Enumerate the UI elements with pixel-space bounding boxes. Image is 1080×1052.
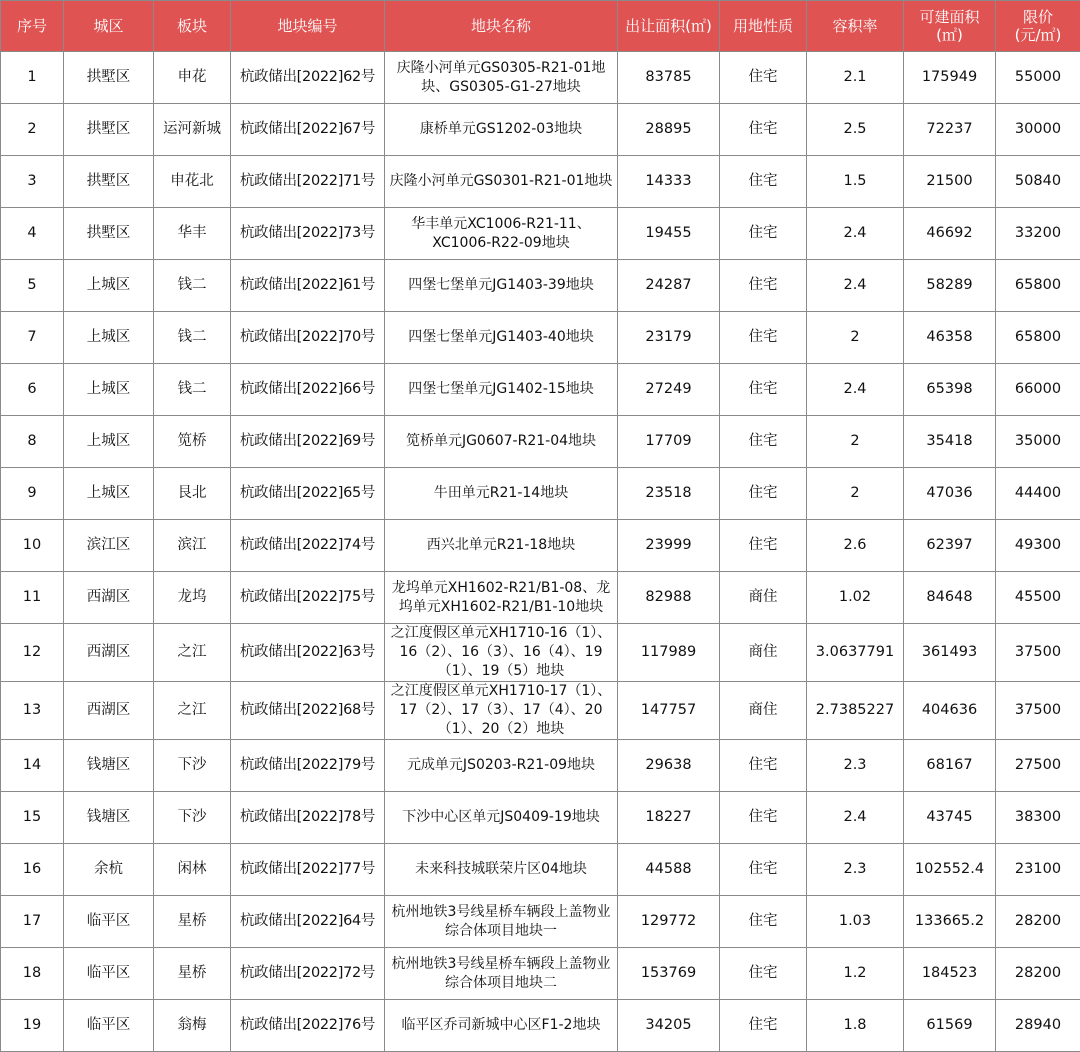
table-row — [1, 948, 1080, 1000]
cell-parcel-name: 四堡七堡单元JG1403-39地块 — [385, 260, 618, 312]
cell-transfer-area: 34205 — [618, 1000, 720, 1052]
cell-index: 4 — [1, 208, 64, 260]
cell-parcel-name: 龙坞单元XH1602-R21/B1-08、龙坞单元XH1602-R21/B1-10地块 — [385, 572, 618, 624]
cell-parcel-code: 杭政储出[2022]65号 — [231, 468, 385, 520]
cell-land-use: 住宅 — [720, 364, 807, 416]
cell-sector: 星桥 — [154, 948, 231, 1000]
cell-price-cap: 38300 — [996, 792, 1080, 844]
cell-land-use: 住宅 — [720, 520, 807, 572]
cell-index: 5 — [1, 260, 64, 312]
cell-district: 拱墅区 — [64, 52, 154, 104]
cell-index: 3 — [1, 156, 64, 208]
cell-transfer-area: 23999 — [618, 520, 720, 572]
table-row — [1, 740, 1080, 792]
cell-sector: 滨江 — [154, 520, 231, 572]
cell-parcel-code: 杭政储出[2022]72号 — [231, 948, 385, 1000]
cell-land-use: 住宅 — [720, 260, 807, 312]
cell-sector: 龙坞 — [154, 572, 231, 624]
table-row — [1, 792, 1080, 844]
header-sector: 板块 — [154, 1, 231, 52]
cell-district: 上城区 — [64, 312, 154, 364]
cell-district: 西湖区 — [64, 572, 154, 624]
cell-plot-ratio: 2.4 — [807, 364, 904, 416]
cell-price-cap: 65800 — [996, 312, 1080, 364]
cell-parcel-name: 杭州地铁3号线星桥车辆段上盖物业综合体项目地块二 — [385, 948, 618, 1000]
cell-buildable-area: 65398 — [904, 364, 996, 416]
cell-sector: 钱二 — [154, 312, 231, 364]
cell-transfer-area: 19455 — [618, 208, 720, 260]
cell-sector: 下沙 — [154, 740, 231, 792]
cell-transfer-area: 14333 — [618, 156, 720, 208]
cell-parcel-code: 杭政储出[2022]67号 — [231, 104, 385, 156]
cell-parcel-name: 下沙中心区单元JS0409-19地块 — [385, 792, 618, 844]
cell-parcel-code: 杭政储出[2022]64号 — [231, 896, 385, 948]
cell-price-cap: 28200 — [996, 896, 1080, 948]
cell-parcel-name: 牛田单元R21-14地块 — [385, 468, 618, 520]
cell-buildable-area: 72237 — [904, 104, 996, 156]
cell-transfer-area: 147757 — [618, 682, 720, 740]
cell-district: 西湖区 — [64, 624, 154, 682]
cell-price-cap: 66000 — [996, 364, 1080, 416]
cell-parcel-code: 杭政储出[2022]62号 — [231, 52, 385, 104]
cell-transfer-area: 29638 — [618, 740, 720, 792]
cell-parcel-code: 杭政储出[2022]70号 — [231, 312, 385, 364]
cell-district: 临平区 — [64, 1000, 154, 1052]
cell-plot-ratio: 1.03 — [807, 896, 904, 948]
cell-land-use: 住宅 — [720, 948, 807, 1000]
cell-district: 滨江区 — [64, 520, 154, 572]
table-row — [1, 844, 1080, 896]
cell-sector: 闲林 — [154, 844, 231, 896]
cell-price-cap: 33200 — [996, 208, 1080, 260]
cell-sector: 之江 — [154, 682, 231, 740]
cell-plot-ratio: 2.3 — [807, 844, 904, 896]
cell-buildable-area: 47036 — [904, 468, 996, 520]
cell-price-cap: 45500 — [996, 572, 1080, 624]
cell-sector: 钱二 — [154, 260, 231, 312]
cell-price-cap: 30000 — [996, 104, 1080, 156]
table-row — [1, 520, 1080, 572]
cell-index: 19 — [1, 1000, 64, 1052]
cell-district: 西湖区 — [64, 682, 154, 740]
cell-parcel-name: 四堡七堡单元JG1403-40地块 — [385, 312, 618, 364]
cell-index: 2 — [1, 104, 64, 156]
cell-price-cap: 50840 — [996, 156, 1080, 208]
cell-plot-ratio: 1.5 — [807, 156, 904, 208]
cell-district: 钱塘区 — [64, 792, 154, 844]
cell-parcel-code: 杭政储出[2022]78号 — [231, 792, 385, 844]
cell-transfer-area: 117989 — [618, 624, 720, 682]
cell-parcel-code: 杭政储出[2022]74号 — [231, 520, 385, 572]
cell-price-cap: 55000 — [996, 52, 1080, 104]
cell-transfer-area: 23518 — [618, 468, 720, 520]
cell-sector: 下沙 — [154, 792, 231, 844]
cell-land-use: 住宅 — [720, 52, 807, 104]
table-row — [1, 468, 1080, 520]
table-row — [1, 572, 1080, 624]
cell-parcel-name: 庆隆小河单元GS0301-R21-01地块 — [385, 156, 618, 208]
table-row — [1, 52, 1080, 104]
cell-price-cap: 35000 — [996, 416, 1080, 468]
cell-index: 18 — [1, 948, 64, 1000]
cell-price-cap: 37500 — [996, 624, 1080, 682]
cell-plot-ratio: 2 — [807, 416, 904, 468]
cell-plot-ratio: 2.6 — [807, 520, 904, 572]
cell-sector: 笕桥 — [154, 416, 231, 468]
cell-buildable-area: 102552.4 — [904, 844, 996, 896]
cell-district: 上城区 — [64, 416, 154, 468]
cell-parcel-code: 杭政储出[2022]66号 — [231, 364, 385, 416]
cell-parcel-name: 之江度假区单元XH1710-17（1）、17（2）、17（3）、17（4）、20（1）、20（2）地块 — [385, 682, 618, 740]
cell-plot-ratio: 3.0637791 — [807, 624, 904, 682]
header-plot-ratio: 容积率 — [807, 1, 904, 52]
cell-index: 16 — [1, 844, 64, 896]
cell-buildable-area: 46358 — [904, 312, 996, 364]
cell-parcel-code: 杭政储出[2022]61号 — [231, 260, 385, 312]
cell-price-cap: 37500 — [996, 682, 1080, 740]
cell-sector: 星桥 — [154, 896, 231, 948]
cell-plot-ratio: 2.4 — [807, 792, 904, 844]
table-row — [1, 208, 1080, 260]
cell-transfer-area: 24287 — [618, 260, 720, 312]
cell-parcel-name: 杭州地铁3号线星桥车辆段上盖物业综合体项目地块一 — [385, 896, 618, 948]
cell-plot-ratio: 2.3 — [807, 740, 904, 792]
cell-price-cap: 44400 — [996, 468, 1080, 520]
cell-parcel-name: 华丰单元XC1006-R21-11、XC1006-R22-09地块 — [385, 208, 618, 260]
cell-land-use: 住宅 — [720, 416, 807, 468]
cell-land-use: 住宅 — [720, 740, 807, 792]
cell-land-use: 住宅 — [720, 104, 807, 156]
table-row — [1, 1000, 1080, 1052]
cell-buildable-area: 58289 — [904, 260, 996, 312]
cell-sector: 运河新城 — [154, 104, 231, 156]
cell-district: 拱墅区 — [64, 156, 154, 208]
header-land-use: 用地性质 — [720, 1, 807, 52]
cell-index: 14 — [1, 740, 64, 792]
cell-district: 钱塘区 — [64, 740, 154, 792]
cell-parcel-code: 杭政储出[2022]79号 — [231, 740, 385, 792]
cell-price-cap: 27500 — [996, 740, 1080, 792]
header-district: 城区 — [64, 1, 154, 52]
cell-plot-ratio: 2 — [807, 468, 904, 520]
header-buildable-area: 可建面积 (㎡) — [904, 1, 996, 52]
table-row — [1, 364, 1080, 416]
cell-buildable-area: 62397 — [904, 520, 996, 572]
cell-plot-ratio: 1.8 — [807, 1000, 904, 1052]
table-row — [1, 104, 1080, 156]
cell-transfer-area: 153769 — [618, 948, 720, 1000]
cell-plot-ratio: 2.4 — [807, 260, 904, 312]
cell-buildable-area: 43745 — [904, 792, 996, 844]
table-row — [1, 896, 1080, 948]
header-row — [1, 1, 1080, 52]
cell-land-use: 住宅 — [720, 896, 807, 948]
cell-buildable-area: 175949 — [904, 52, 996, 104]
cell-buildable-area: 184523 — [904, 948, 996, 1000]
cell-index: 7 — [1, 312, 64, 364]
cell-parcel-code: 杭政储出[2022]73号 — [231, 208, 385, 260]
cell-buildable-area: 46692 — [904, 208, 996, 260]
cell-district: 上城区 — [64, 260, 154, 312]
table-row — [1, 156, 1080, 208]
cell-parcel-name: 元成单元JS0203-R21-09地块 — [385, 740, 618, 792]
cell-land-use: 住宅 — [720, 468, 807, 520]
cell-transfer-area: 129772 — [618, 896, 720, 948]
cell-district: 上城区 — [64, 364, 154, 416]
cell-land-use: 住宅 — [720, 156, 807, 208]
cell-index: 8 — [1, 416, 64, 468]
cell-land-use: 住宅 — [720, 208, 807, 260]
cell-sector: 之江 — [154, 624, 231, 682]
cell-index: 6 — [1, 364, 64, 416]
cell-plot-ratio: 2.7385227 — [807, 682, 904, 740]
cell-transfer-area: 23179 — [618, 312, 720, 364]
cell-parcel-code: 杭政储出[2022]63号 — [231, 624, 385, 682]
cell-parcel-code: 杭政储出[2022]75号 — [231, 572, 385, 624]
cell-district: 上城区 — [64, 468, 154, 520]
cell-index: 15 — [1, 792, 64, 844]
cell-price-cap: 28200 — [996, 948, 1080, 1000]
cell-price-cap: 23100 — [996, 844, 1080, 896]
cell-land-use: 商住 — [720, 572, 807, 624]
cell-plot-ratio: 2.4 — [807, 208, 904, 260]
cell-district: 余杭 — [64, 844, 154, 896]
cell-parcel-code: 杭政储出[2022]71号 — [231, 156, 385, 208]
cell-land-use: 商住 — [720, 624, 807, 682]
header-parcel-code: 地块编号 — [231, 1, 385, 52]
cell-plot-ratio: 2 — [807, 312, 904, 364]
table-header — [1, 1, 1080, 52]
cell-sector: 华丰 — [154, 208, 231, 260]
cell-parcel-code: 杭政储出[2022]69号 — [231, 416, 385, 468]
cell-buildable-area: 21500 — [904, 156, 996, 208]
cell-parcel-name: 康桥单元GS1202-03地块 — [385, 104, 618, 156]
cell-price-cap: 28940 — [996, 1000, 1080, 1052]
cell-buildable-area: 133665.2 — [904, 896, 996, 948]
cell-parcel-name: 西兴北单元R21-18地块 — [385, 520, 618, 572]
cell-parcel-name: 未来科技城联荣片区04地块 — [385, 844, 618, 896]
cell-buildable-area: 68167 — [904, 740, 996, 792]
cell-parcel-name: 庆隆小河单元GS0305-R21-01地块、GS0305-G1-27地块 — [385, 52, 618, 104]
cell-buildable-area: 35418 — [904, 416, 996, 468]
cell-index: 11 — [1, 572, 64, 624]
table-row — [1, 624, 1080, 682]
cell-land-use: 住宅 — [720, 844, 807, 896]
cell-sector: 钱二 — [154, 364, 231, 416]
cell-price-cap: 65800 — [996, 260, 1080, 312]
cell-transfer-area: 18227 — [618, 792, 720, 844]
cell-plot-ratio: 2.1 — [807, 52, 904, 104]
cell-index: 12 — [1, 624, 64, 682]
cell-price-cap: 49300 — [996, 520, 1080, 572]
cell-plot-ratio: 1.2 — [807, 948, 904, 1000]
cell-district: 临平区 — [64, 896, 154, 948]
header-transfer-area: 出让面积(㎡) — [618, 1, 720, 52]
cell-index: 13 — [1, 682, 64, 740]
cell-land-use: 住宅 — [720, 792, 807, 844]
cell-transfer-area: 28895 — [618, 104, 720, 156]
cell-index: 9 — [1, 468, 64, 520]
table-row — [1, 260, 1080, 312]
cell-district: 拱墅区 — [64, 208, 154, 260]
cell-plot-ratio: 2.5 — [807, 104, 904, 156]
table-row — [1, 682, 1080, 740]
cell-parcel-code: 杭政储出[2022]77号 — [231, 844, 385, 896]
cell-index: 1 — [1, 52, 64, 104]
cell-district: 临平区 — [64, 948, 154, 1000]
cell-parcel-name: 笕桥单元JG0607-R21-04地块 — [385, 416, 618, 468]
cell-buildable-area: 361493 — [904, 624, 996, 682]
cell-parcel-name: 之江度假区单元XH1710-16（1）、16（2）、16（3）、16（4）、19（1）、19（5）地块 — [385, 624, 618, 682]
cell-parcel-code: 杭政储出[2022]68号 — [231, 682, 385, 740]
header-price-cap: 限价 (元/㎡) — [996, 1, 1080, 52]
cell-buildable-area: 61569 — [904, 1000, 996, 1052]
cell-parcel-name: 临平区乔司新城中心区F1-2地块 — [385, 1000, 618, 1052]
cell-buildable-area: 84648 — [904, 572, 996, 624]
cell-transfer-area: 17709 — [618, 416, 720, 468]
cell-transfer-area: 83785 — [618, 52, 720, 104]
cell-sector: 申花北 — [154, 156, 231, 208]
header-parcel-name: 地块名称 — [385, 1, 618, 52]
cell-transfer-area: 27249 — [618, 364, 720, 416]
cell-sector: 翁梅 — [154, 1000, 231, 1052]
cell-plot-ratio: 1.02 — [807, 572, 904, 624]
cell-parcel-name: 四堡七堡单元JG1402-15地块 — [385, 364, 618, 416]
cell-sector: 申花 — [154, 52, 231, 104]
table-row — [1, 416, 1080, 468]
cell-land-use: 住宅 — [720, 312, 807, 364]
cell-land-use: 商住 — [720, 682, 807, 740]
header-index: 序号 — [1, 1, 64, 52]
cell-transfer-area: 44588 — [618, 844, 720, 896]
cell-index: 10 — [1, 520, 64, 572]
table-body — [1, 52, 1080, 1052]
cell-index: 17 — [1, 896, 64, 948]
cell-buildable-area: 404636 — [904, 682, 996, 740]
cell-district: 拱墅区 — [64, 104, 154, 156]
table-row — [1, 312, 1080, 364]
cell-transfer-area: 82988 — [618, 572, 720, 624]
cell-land-use: 住宅 — [720, 1000, 807, 1052]
cell-sector: 艮北 — [154, 468, 231, 520]
cell-parcel-code: 杭政储出[2022]76号 — [231, 1000, 385, 1052]
